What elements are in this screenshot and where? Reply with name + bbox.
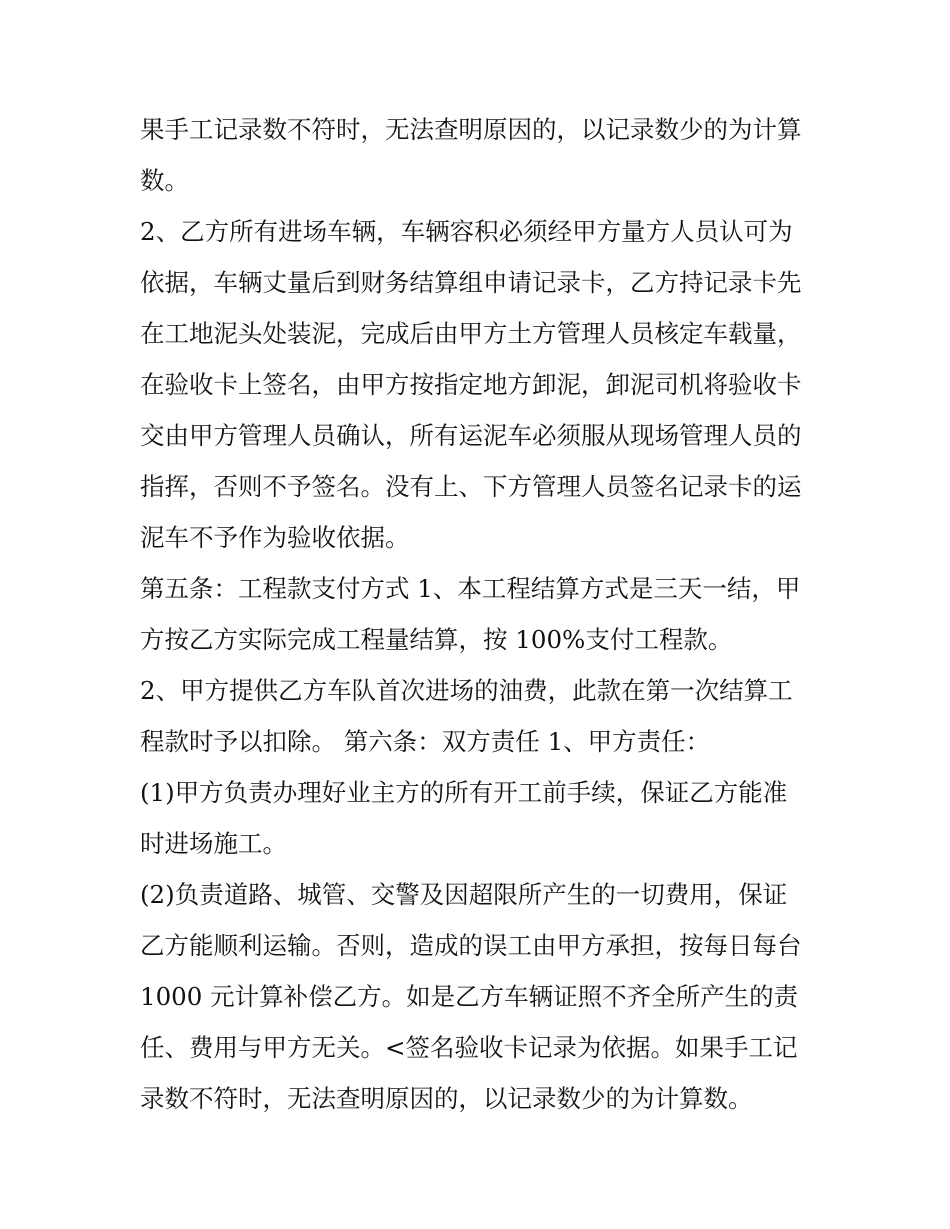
text-line: 依据，车辆丈量后到财务结算组申请记录卡，乙方持记录卡先	[140, 268, 802, 297]
text-line: 1000 元计算补偿乙方。如是乙方车辆证照不齐全所产生的责	[140, 982, 799, 1011]
text-line: 程款时予以扣除。 第六条：双方责任 1、甲方责任：	[140, 727, 711, 756]
text-line: 乙方能顺利运输。否则，造成的误工由甲方承担，按每日每台	[140, 931, 802, 960]
text-line: 在工地泥头处装泥，完成后由甲方土方管理人员核定车载量，	[140, 319, 802, 348]
text-line: 交由甲方管理人员确认，所有运泥车必须服从现场管理人员的	[140, 421, 802, 450]
text-line: 任、费用与甲方无关。<签名验收卡记录为依据。如果手工记	[140, 1033, 798, 1062]
text-line: 方按乙方实际完成工程量结算，按 100%支付工程款。	[140, 625, 733, 654]
text-line: 指挥，否则不予签名。没有上、下方管理人员签名记录卡的运	[140, 472, 802, 501]
document-body	[140, 104, 820, 1124]
text-line: 2、甲方提供乙方车队首次进场的油费，此款在第一次结算工	[140, 676, 793, 705]
text-line: 泥车不予作为验收依据。	[140, 523, 410, 552]
text-line: 第五条：工程款支付方式 1、本工程结算方式是三天一结，甲	[140, 574, 801, 603]
text-line: 2、乙方所有进场车辆，车辆容积必须经甲方量方人员认可为	[140, 217, 793, 246]
text-line: 录数不符时，无法查明原因的，以记录数少的为计算数。	[140, 1084, 753, 1113]
text-line: 数。	[140, 166, 189, 195]
text-line: (1)甲方负责办理好业主方的所有开工前手续，保证乙方能准	[140, 778, 788, 807]
text-line: 时进场施工。	[140, 829, 287, 858]
text-line: 果手工记录数不符时，无法查明原因的，以记录数少的为计算	[140, 115, 802, 144]
text-line: 在验收卡上签名，由甲方按指定地方卸泥，卸泥司机将验收卡	[140, 370, 802, 399]
text-line: (2)负责道路、城管、交警及因超限所产生的一切费用，保证	[140, 880, 788, 909]
